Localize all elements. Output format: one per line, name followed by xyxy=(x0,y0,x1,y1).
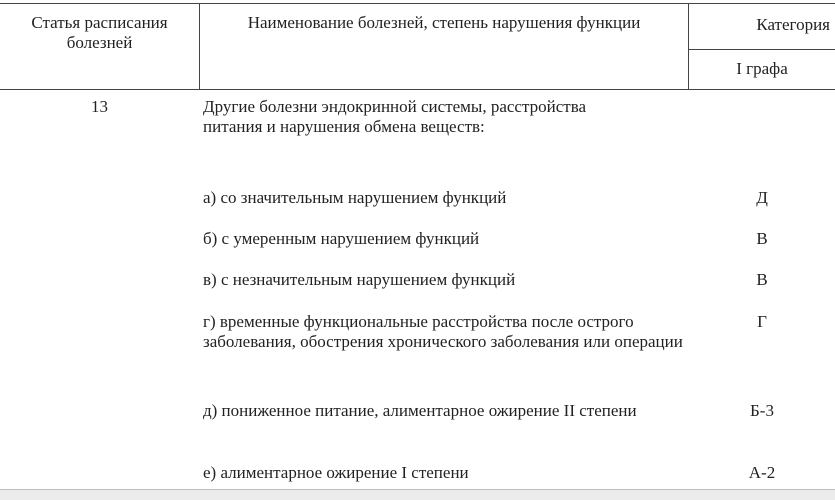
row-category: В xyxy=(756,229,768,248)
row-category: В xyxy=(756,270,768,289)
article-number: 13 xyxy=(91,97,108,116)
row-category: Д xyxy=(756,188,768,207)
header-disease-name: Наименование болезней, степень нарушения функции xyxy=(247,13,641,32)
row-text: е) алиментарное ожирение I степени xyxy=(203,463,469,482)
row-category: Б-3 xyxy=(750,401,774,420)
horizontal-scrollbar[interactable] xyxy=(0,489,835,500)
row-category: Г xyxy=(757,312,767,331)
row-text: а) со значительным нарушением функций xyxy=(203,188,507,207)
row-text: г) временные функциональные расстройства после острого заболевания, обострения хронического заболевания или операции xyxy=(203,312,683,351)
row-text: Другие болезни эндокринной системы, расстройства питания и нарушения обмена веществ: xyxy=(203,97,587,136)
row-text: б) с умеренным нарушением функций xyxy=(203,229,480,248)
header-column-1: I графа xyxy=(736,59,788,78)
header-article: Статья расписания болезней xyxy=(31,13,168,52)
header-category xyxy=(689,15,835,35)
row-text: в) с незначительным нарушением функций xyxy=(203,270,516,289)
header-bottom-rule xyxy=(0,89,835,90)
category-subdivider xyxy=(688,49,835,50)
row-text: д) пониженное питание, алиментарное ожирение II степени xyxy=(203,401,637,420)
header-category-label: Категория xyxy=(756,15,830,34)
table-header xyxy=(0,0,835,90)
header-top-rule xyxy=(0,3,835,4)
row-category: А-2 xyxy=(748,463,776,482)
